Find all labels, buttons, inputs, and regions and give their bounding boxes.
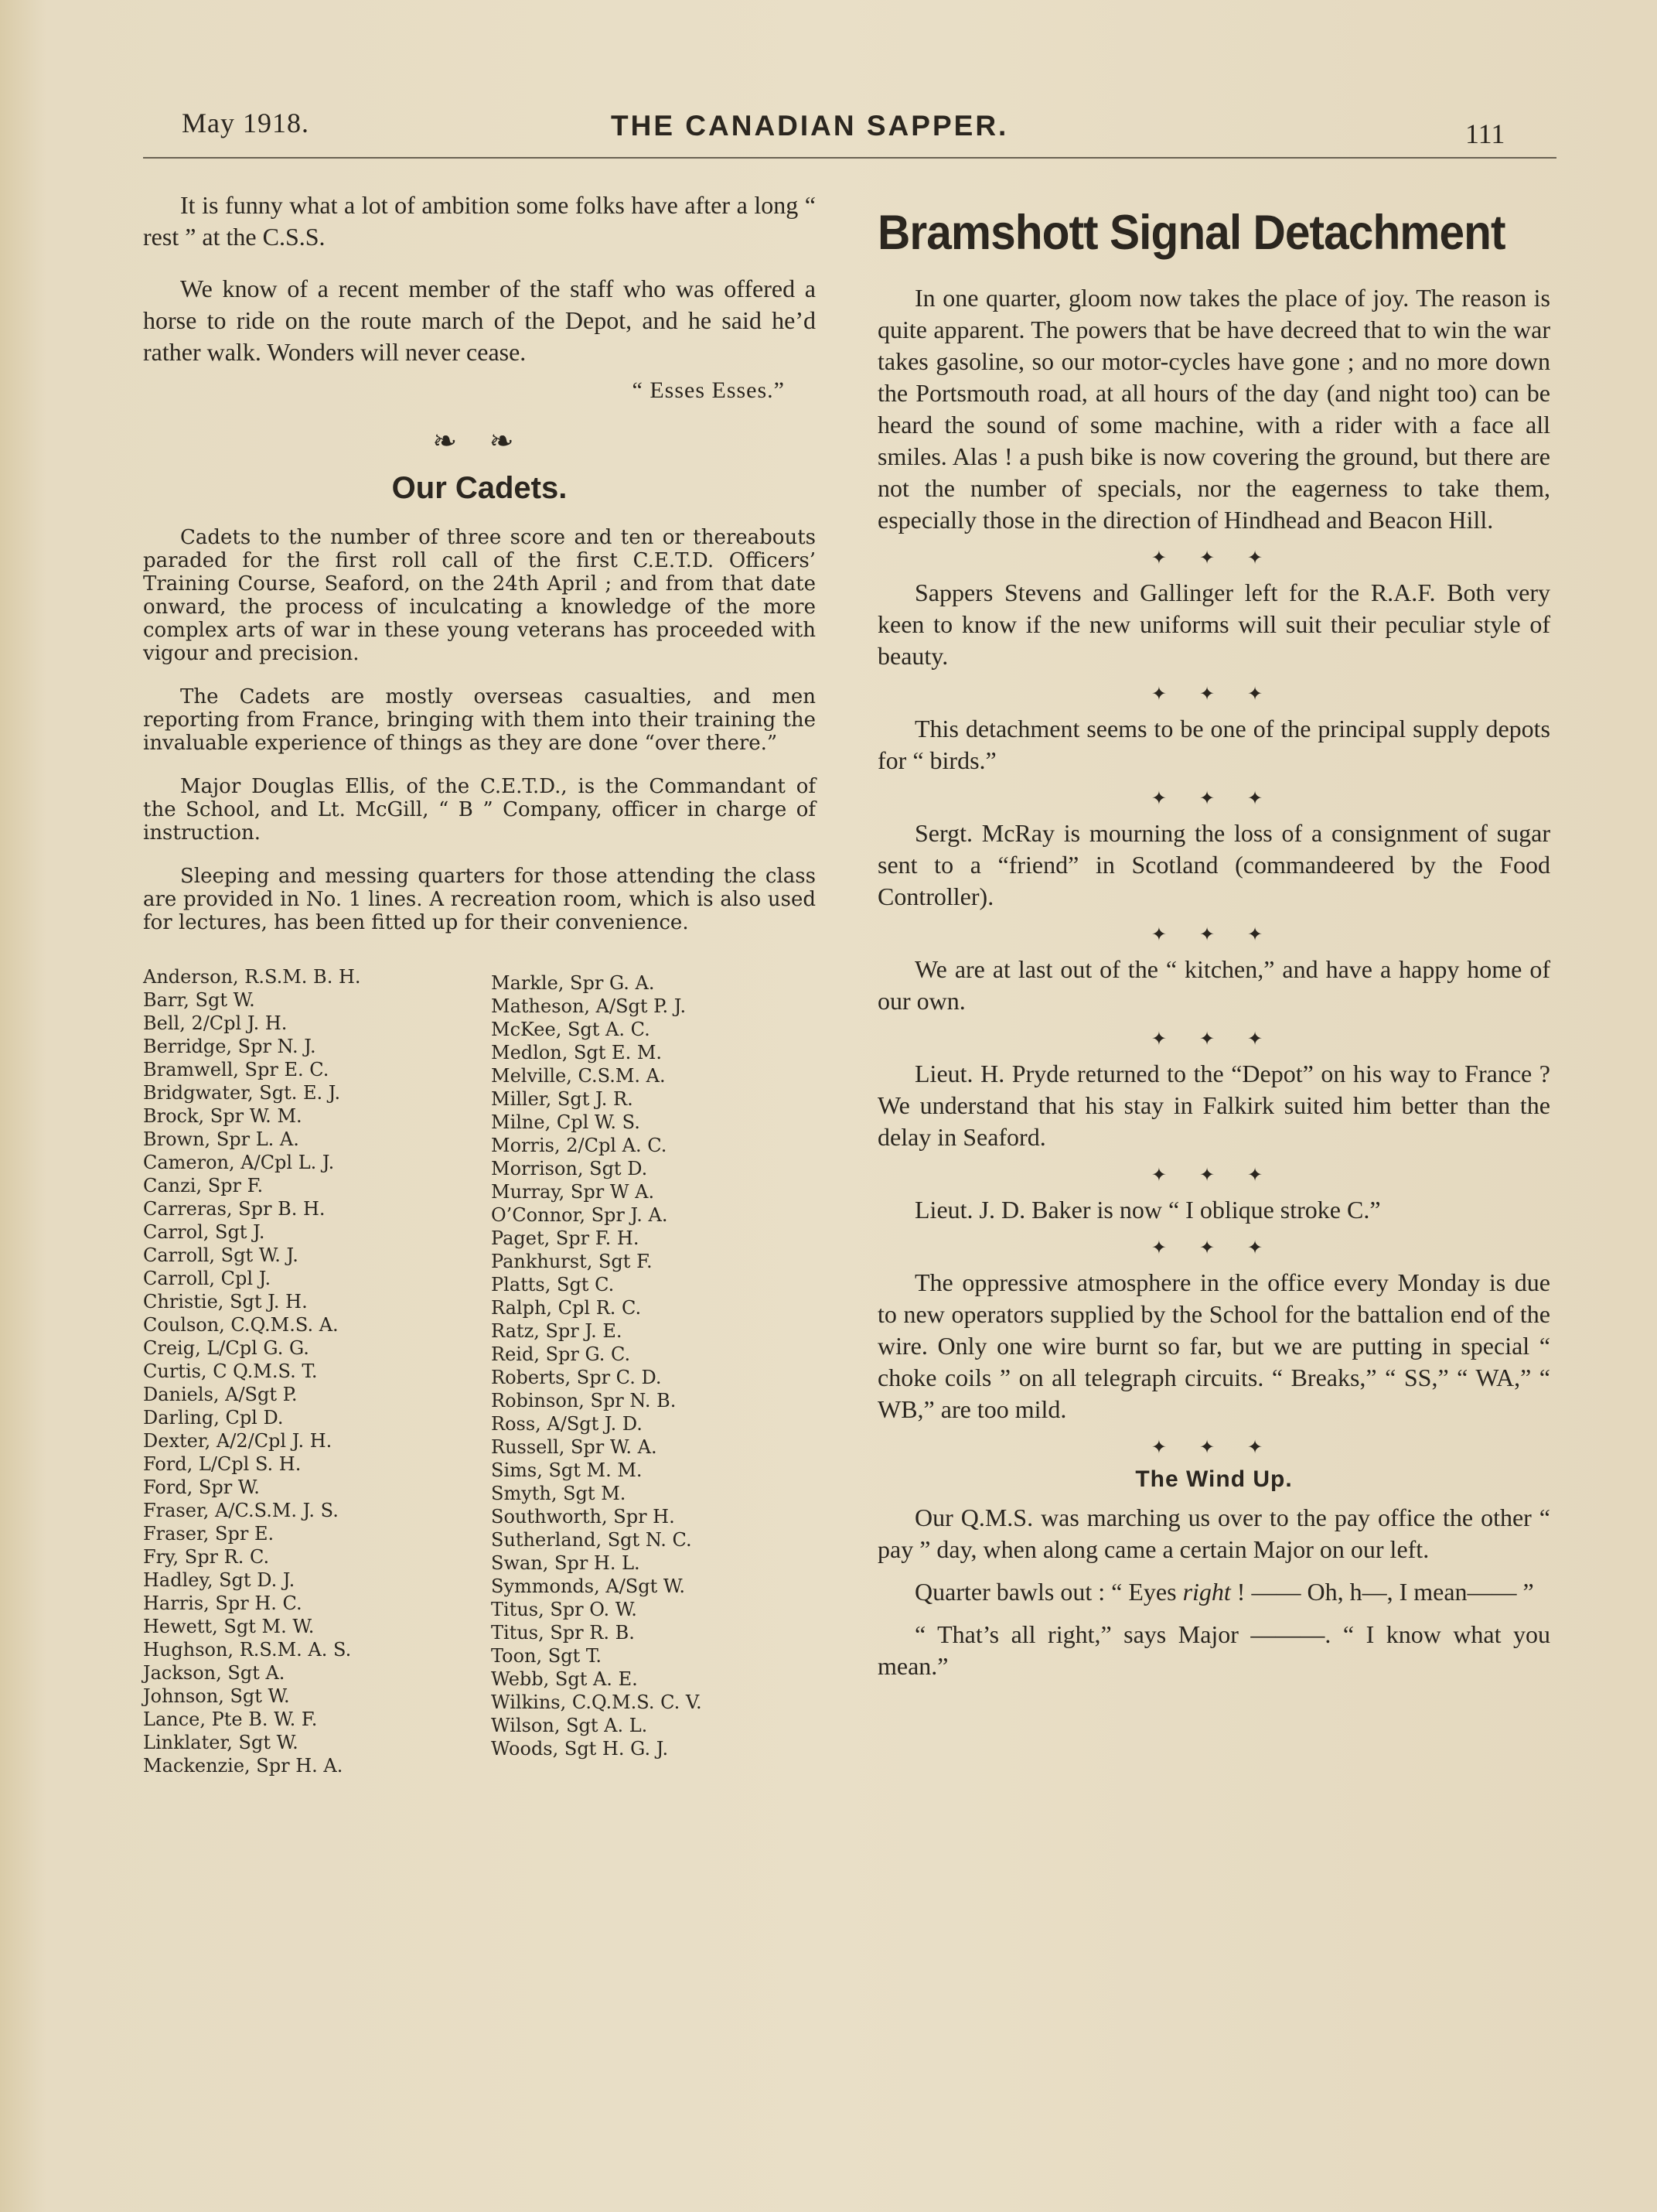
cadet-name: Hadley, Sgt D. J.: [143, 1569, 295, 1591]
cadet-name: Markle, Spr G. A.: [491, 972, 655, 994]
cadet-name: Jackson, Sgt A.: [143, 1662, 285, 1684]
cadets-paragraph: Cadets to the number of three score and ten or thereabouts paraded for the first roll call of the first C.E.T.D. Officers’ Training Course, Seaford, on the 24th April ; and from that date onward, the process of inculcating a knowledge of the more complex arts of war in these young veterans has proceeded with vigour and precision.: [143, 526, 816, 665]
cadet-name: Milne, Cpl W. S.: [491, 1111, 640, 1133]
cadet-name: Webb, Sgt A. E.: [491, 1668, 638, 1690]
wind-up-paragraph: “ That’s all right,” says Major ———. “ I know what you mean.”: [878, 1620, 1550, 1680]
star-divider: ✦ ✦ ✦: [1151, 789, 1277, 809]
cadet-name: Anderson, R.S.M. B. H.: [143, 966, 361, 988]
cadet-name: Carreras, Spr B. H.: [143, 1198, 326, 1220]
intro-paragraph: We know of a recent member of the staff who was offered a horse to ride on the route march of the Depot, and he said he’d rather walk. Wonders will never cease.: [143, 275, 816, 366]
bramshott-paragraph: Lieut. J. D. Baker is now “ I oblique stroke C.”: [915, 1196, 1381, 1224]
wind-up-title: The Wind Up.: [1135, 1466, 1293, 1492]
cadets-paragraph: Sleeping and messing quarters for those attending the class are provided in No. 1 lines. A recreation room, which is also used for lectures, has been fitted up for their convenience.: [143, 865, 816, 934]
wind-up-text: Quarter bawls out : “ Eyes: [915, 1578, 1183, 1606]
ornament-divider: ❧ ❧: [432, 425, 527, 458]
cadet-name: Murray, Spr W A.: [491, 1181, 655, 1203]
cadet-name: Ross, A/Sgt J. D.: [491, 1413, 643, 1435]
cadet-name: Melville, C.S.M. A.: [491, 1065, 666, 1087]
signature: “ Esses Esses.”: [632, 377, 785, 403]
cadet-name: Creig, L/Cpl G. G.: [143, 1337, 309, 1359]
cadet-name: Morrison, Sgt D.: [491, 1158, 648, 1179]
cadet-name: Titus, Spr R. B.: [491, 1622, 635, 1644]
wind-up-text: ! —— Oh, h—, I mean—— ”: [1230, 1578, 1534, 1606]
cadet-name: Morris, 2/Cpl A. C.: [491, 1135, 667, 1156]
cadet-name: Toon, Sgt T.: [491, 1645, 602, 1667]
header-date: May 1918.: [182, 108, 309, 138]
cadet-name: Bramwell, Spr E. C.: [143, 1059, 329, 1080]
cadet-name: Carroll, Sgt W. J.: [143, 1244, 298, 1266]
cadet-name: Cameron, A/Cpl L. J.: [143, 1152, 335, 1173]
bramshott-paragraph: The oppressive atmosphere in the office every Monday is due to new operators supplied by the School for the battalion end of the wire. Only one wire burnt so far, but we are putting in special “ choke coils ” on all telegraph circuits. “ Breaks,” “ SS,” “ WA,” “ WB,” are too mild.: [878, 1268, 1550, 1423]
cadet-name: Reid, Spr G. C.: [491, 1343, 631, 1365]
cadet-name: Wilkins, C.Q.M.S. C. V.: [491, 1691, 702, 1713]
star-divider: ✦ ✦ ✦: [1151, 1438, 1277, 1458]
cadet-name: Sutherland, Sgt N. C.: [491, 1529, 692, 1551]
bramshott-title: Bramshott Signal Detachment: [878, 206, 1505, 260]
cadet-name: McKee, Sgt A. C.: [491, 1019, 650, 1040]
cadet-name: Wilson, Sgt A. L.: [491, 1715, 648, 1736]
header-rule: [143, 157, 1556, 159]
cadet-name: Russell, Spr W. A.: [491, 1436, 657, 1458]
cadet-name: Sims, Sgt M. M.: [491, 1459, 643, 1481]
bramshott-paragraph: Sappers Stevens and Gallinger left for the R.A.F. Both very keen to know if the new uniforms will suit their peculiar style of beauty.: [878, 579, 1550, 670]
cadet-name: Brock, Spr W. M.: [143, 1105, 302, 1127]
cadet-name: Brown, Spr L. A.: [143, 1128, 299, 1150]
cadet-name: Ratz, Spr J. E.: [491, 1320, 622, 1342]
star-divider: ✦ ✦ ✦: [1151, 1029, 1277, 1050]
cadet-name: Mackenzie, Spr H. A.: [143, 1755, 343, 1777]
bramshott-paragraph: We are at last out of the “ kitchen,” and have a happy home of our own.: [878, 955, 1550, 1015]
right-column: [878, 182, 1550, 1682]
cadet-name: Southworth, Spr H.: [491, 1506, 675, 1528]
cadet-name: Curtis, C Q.M.S. T.: [143, 1360, 318, 1382]
cadet-name: Hewett, Sgt M. W.: [143, 1616, 315, 1637]
star-divider: ✦ ✦ ✦: [1151, 548, 1277, 568]
cadet-name: Paget, Spr F. H.: [491, 1227, 639, 1249]
header-title: THE CANADIAN SAPPER.: [611, 110, 1009, 142]
star-divider: ✦ ✦ ✦: [1151, 684, 1277, 705]
cadet-name: Woods, Sgt H. G. J.: [491, 1738, 669, 1760]
star-divider: ✦ ✦ ✦: [1151, 1238, 1277, 1258]
cadet-name: Barr, Sgt W.: [143, 989, 255, 1011]
cadet-name: Bell, 2/Cpl J. H.: [143, 1012, 288, 1034]
cadet-name: Carroll, Cpl J.: [143, 1268, 271, 1289]
cadet-name: Christie, Sgt J. H.: [143, 1291, 308, 1313]
header-page-number: 111: [1465, 118, 1505, 149]
cadet-name: Canzi, Spr F.: [143, 1175, 264, 1196]
cadet-name: Smyth, Sgt M.: [491, 1483, 626, 1504]
cadet-name: Harris, Spr H. C.: [143, 1592, 302, 1614]
cadet-name: Bridgwater, Sgt. E. J.: [143, 1082, 341, 1104]
cadet-name: Daniels, A/Sgt P.: [143, 1384, 298, 1405]
cadet-name: Fraser, Spr E.: [143, 1523, 274, 1545]
intro-paragraph: It is funny what a lot of ambition some folks have after a long “ rest ” at the C.S.S.: [143, 191, 816, 251]
cadet-name: Fry, Spr R. C.: [143, 1546, 270, 1568]
bramshott-paragraph: Sergt. McRay is mourning the loss of a consignment of sugar sent to a “friend” in Scotland (commandeered by the Food Controller).: [878, 819, 1550, 910]
wind-up-paragraph: [878, 1576, 1550, 1608]
cadets-paragraph: The Cadets are mostly overseas casualties, and men reporting from France, bringing with them into their training the invaluable experience of things as they are done “over there.”: [143, 685, 816, 755]
page-header: [139, 101, 1549, 162]
cadet-name: Miller, Sgt J. R.: [491, 1088, 633, 1110]
cadet-name: Titus, Spr O. W.: [491, 1599, 637, 1620]
cadet-name: Ralph, Cpl R. C.: [491, 1297, 642, 1319]
cadet-name: Symmonds, A/Sgt W.: [491, 1575, 685, 1597]
cadet-name: Carrol, Sgt J.: [143, 1221, 265, 1243]
cadet-name: Medlon, Sgt E. M.: [491, 1042, 663, 1063]
cadet-name: Linklater, Sgt W.: [143, 1732, 298, 1753]
left-column: [143, 182, 816, 1777]
cadet-name: Platts, Sgt C.: [491, 1274, 615, 1295]
cadet-name: Pankhurst, Sgt F.: [491, 1251, 653, 1272]
cadet-name: Darling, Cpl D.: [143, 1407, 284, 1429]
bramshott-paragraph: Lieut. H. Pryde returned to the “Depot” on his way to France ? We understand that his stay in Falkirk suited him better than the delay in Seaford.: [878, 1060, 1550, 1151]
cadet-name: Hughson, R.S.M. A. S.: [143, 1639, 352, 1661]
bramshott-paragraph: This detachment seems to be one of the principal supply depots for “ birds.”: [878, 715, 1550, 774]
cadet-name: Swan, Spr H. L.: [491, 1552, 640, 1574]
cadet-names-column-2: [491, 971, 816, 1777]
cadet-name: Lance, Pte B. W. F.: [143, 1708, 318, 1730]
cadet-names-list: [143, 965, 816, 1777]
cadet-name: O’Connor, Spr J. A.: [491, 1204, 668, 1226]
cadet-name: Fraser, A/C.S.M. J. S.: [143, 1500, 339, 1521]
cadet-name: Ford, L/Cpl S. H.: [143, 1453, 302, 1475]
cadet-name: Dexter, A/2/Cpl J. H.: [143, 1430, 332, 1452]
cadet-name: Matheson, A/Sgt P. J.: [491, 995, 687, 1017]
bramshott-paragraph: In one quarter, gloom now takes the place of joy. The reason is quite apparent. The powers that be have decreed that to win the war takes gasoline, so our motor-cycles have gone ; and no more down the Portsmouth road, at all hours of the day (and night too) can be heard the sound of some machine, with a rider with a face all smiles. Alas ! a push bike is now covering the ground, but there are not the number of specials, nor the eagerness to take them, especially those in the direction of Hindhead and Beacon Hill.: [878, 284, 1550, 534]
cadets-title: Our Cadets.: [391, 471, 568, 505]
cadet-name: Coulson, C.Q.M.S. A.: [143, 1314, 339, 1336]
star-divider: ✦ ✦ ✦: [1151, 925, 1277, 945]
cadet-name: Ford, Spr W.: [143, 1476, 260, 1498]
wind-up-paragraph: Our Q.M.S. was marching us over to the pay office the other “ pay ” day, when along came a certain Major on our left.: [878, 1504, 1550, 1563]
cadet-name: Johnson, Sgt W.: [143, 1685, 290, 1707]
cadet-names-column-1: [143, 965, 491, 1777]
cadets-paragraph: Major Douglas Ellis, of the C.E.T.D., is the Commandant of the School, and Lt. McGill, “ B ” Company, officer in charge of instruction.: [143, 775, 816, 845]
cadet-name: Berridge, Spr N. J.: [143, 1036, 316, 1057]
cadet-name: Robinson, Spr N. B.: [491, 1390, 677, 1412]
cadet-name: Roberts, Spr C. D.: [491, 1367, 662, 1388]
wind-up-italic: right: [1182, 1578, 1231, 1606]
star-divider: ✦ ✦ ✦: [1151, 1166, 1277, 1186]
